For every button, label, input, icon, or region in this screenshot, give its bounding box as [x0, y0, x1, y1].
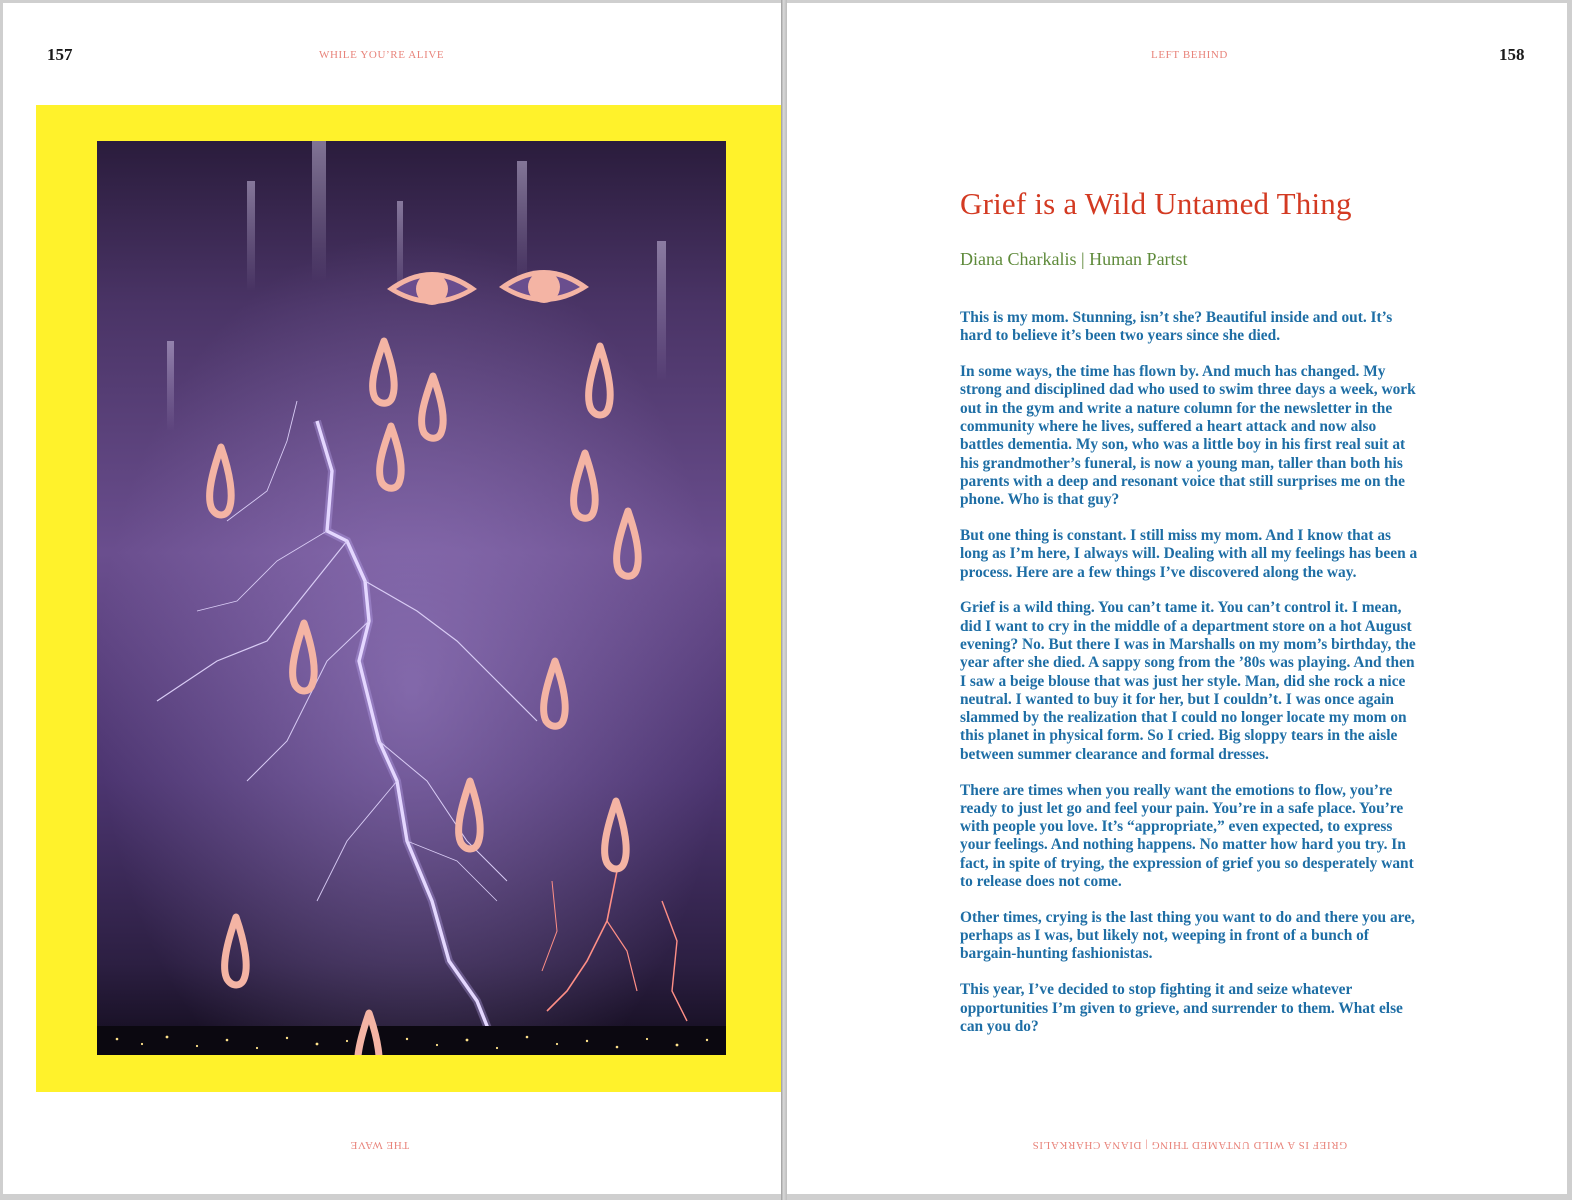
- page-number-right: 158: [1499, 45, 1525, 64]
- running-head-right: LEFT BEHIND: [1151, 49, 1228, 61]
- footer-left: THE WAVE: [350, 1139, 410, 1151]
- left-page: [3, 3, 781, 1194]
- body-paragraph: But one thing is constant. I still miss my mom. And I know that as long as I’m here, I always will. Dealing with all my feelings has been a process. Here are a few things I’ve discovered along the way.: [960, 526, 1418, 581]
- article-body: [960, 309, 1422, 1054]
- right-page: [787, 3, 1567, 1194]
- body-paragraph: There are times when you really want the emotions to flow, you’re ready to just let go and feel your pain. You’re in a safe place. You’re with people you love. It’s “appropriate,” even expected, to express your feelings. And nothing happens. No matter how hard you try. In fact, in spite of trying, the expression of grief you so desperately want to release does not come.: [960, 781, 1414, 891]
- body-paragraph: This is my mom. Stunning, isn’t she? Beautiful inside and out. It’s hard to believe it’s been two years since she died.: [960, 309, 1393, 345]
- article-byline: Diana Charkalis | Human Partst: [960, 249, 1188, 269]
- yellow-background-panel: [36, 105, 781, 1092]
- footer-right: GRIEF IS A WILD UNTAMED THING | DIANA CHARKALIS: [1032, 1139, 1348, 1151]
- running-head-left: WHILE YOU’RE ALIVE: [319, 49, 445, 61]
- body-paragraph: Grief is a wild thing. You can’t tame it. You can’t control it. I mean, did I want to cry in the middle of a department store on a hot August evening? No. But there I was in Marshalls on my mom’s birthday, the year after she died. A sappy song from the ’80s was playing. And then I saw a beige blouse that was just her style. Man, did she rock a nice neutral. I wanted to buy it for her, but I couldn’t. I was once again slammed by the realization that I could no longer locate my mom on this planet in physical form. So I cried. Big sloppy tears in the aisle between summer clearance and formal dresses.: [960, 599, 1416, 763]
- body-paragraph: Other times, crying is the last thing you want to do and there you are, perhaps as I was, but likely not, weeping in front of a bunch of bargain-hunting fashionistas.: [960, 908, 1415, 963]
- article-title: Grief is a Wild Untamed Thing: [960, 186, 1352, 221]
- page-number-left: 157: [47, 45, 73, 64]
- body-paragraph: This year, I’ve decided to stop fighting it and seize whatever opportunities I’m given to grieve, and surrender to them. What else can you do?: [960, 981, 1403, 1035]
- lightning-collage-image: [97, 141, 726, 1055]
- body-paragraph: In some ways, the time has flown by. And much has changed. My strong and disciplined dad who used to swim three days a week, work out in the gym and write a nature column for the newsletter in the community where he lives, suffered a heart attack and now also battles dementia. My son, who was a little boy in his first real suit at his grandmother’s funeral, is now a young man, taller than both his parents with a deep and resonant voice that still surprises me on the phone. Who is that guy?: [960, 363, 1416, 509]
